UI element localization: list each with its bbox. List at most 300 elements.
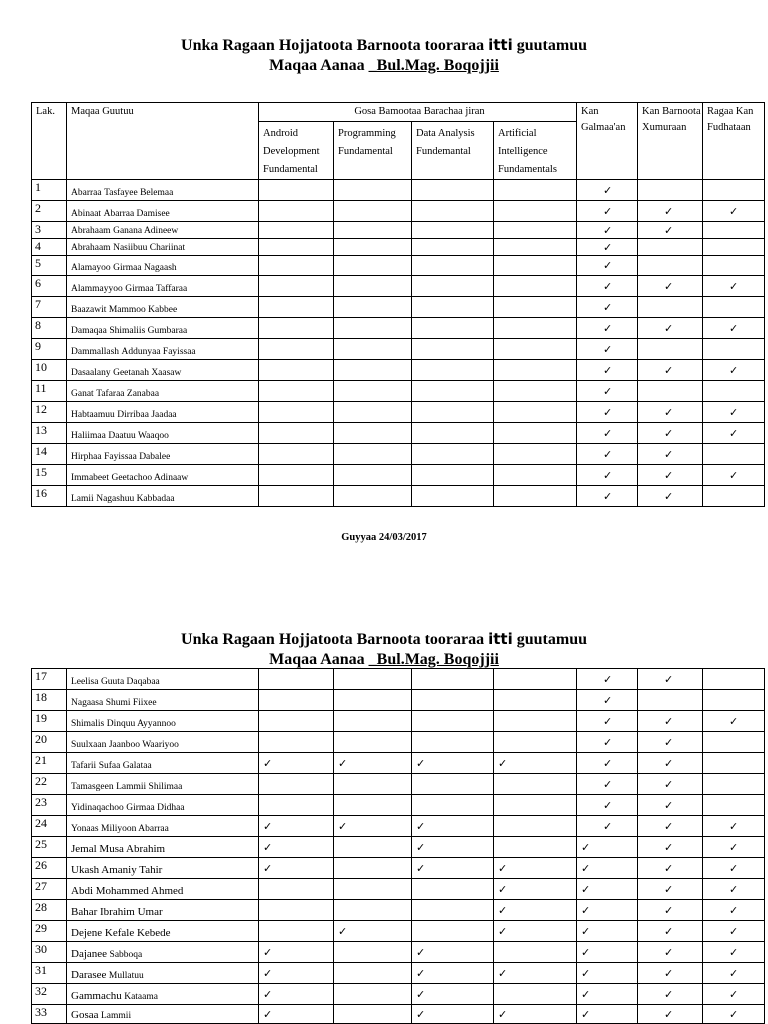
table-row <box>32 795 765 816</box>
family-name: Lammii Shilimaa <box>116 782 183 792</box>
check-cell <box>638 239 703 256</box>
full-name <box>67 276 259 297</box>
row-number: 22 <box>32 774 67 795</box>
check-mark-icon: ✓ <box>729 321 739 335</box>
check-mark-icon: ✓ <box>416 861 426 875</box>
given-name: Haliimaa <box>71 431 106 441</box>
check-mark-icon: ✓ <box>664 223 674 237</box>
date-line: Guyyaa 24/03/2017 <box>341 532 427 543</box>
full-name <box>67 381 259 402</box>
check-cell <box>334 690 412 711</box>
check-mark-icon: ✓ <box>263 861 273 875</box>
row-number: 30 <box>32 942 67 963</box>
row-number: 32 <box>32 984 67 1005</box>
full-name <box>67 690 259 711</box>
check-cell <box>494 402 577 423</box>
check-cell <box>259 858 334 879</box>
full-name <box>67 201 259 222</box>
check-mark-icon: ✓ <box>664 882 674 896</box>
check-cell <box>494 837 577 858</box>
family-name: Daatuu Waaqoo <box>108 431 169 441</box>
check-mark-icon: ✓ <box>729 204 739 218</box>
table-row <box>32 900 765 921</box>
check-cell <box>412 984 494 1005</box>
given-name: Immabeet <box>71 473 109 483</box>
given-name: Damaqaa <box>71 326 107 336</box>
table-row <box>32 222 765 239</box>
check-cell <box>334 837 412 858</box>
full-name <box>67 402 259 423</box>
check-cell <box>334 921 412 942</box>
family-name: Addunyaa Fayissaa <box>121 347 196 357</box>
check-mark-icon: ✓ <box>729 924 739 938</box>
check-mark-icon: ✓ <box>664 903 674 917</box>
check-mark-icon: ✓ <box>729 966 739 980</box>
check-mark-icon: ✓ <box>338 756 348 770</box>
full-name <box>67 339 259 360</box>
row-number: 20 <box>32 732 67 753</box>
check-cell <box>638 942 703 963</box>
full-name <box>67 984 259 1005</box>
table-row <box>32 423 765 444</box>
check-mark-icon: ✓ <box>664 840 674 854</box>
check-cell <box>494 381 577 402</box>
family-name: Tasfayee Belemaa <box>104 188 174 198</box>
check-cell <box>412 486 494 507</box>
row-number: 1 <box>32 180 67 201</box>
check-cell <box>577 465 638 486</box>
check-cell <box>494 669 577 690</box>
check-cell <box>494 239 577 256</box>
check-cell <box>259 256 334 276</box>
check-cell <box>259 963 334 984</box>
check-cell <box>577 1005 638 1024</box>
row-number: 11 <box>32 381 67 402</box>
col-header-lak: Lak. <box>32 103 67 180</box>
given-name: Shimalis <box>71 719 105 729</box>
check-cell <box>703 732 765 753</box>
check-mark-icon: ✓ <box>664 819 674 833</box>
check-cell <box>412 201 494 222</box>
family-name: Jaanboo Waariyoo <box>108 740 179 750</box>
given-name: Gosaa <box>71 1009 99 1021</box>
check-mark-icon: ✓ <box>498 756 508 770</box>
check-cell <box>259 816 334 837</box>
check-mark-icon: ✓ <box>664 672 674 686</box>
check-cell <box>259 276 334 297</box>
full-name <box>67 774 259 795</box>
given-name: Leelisa <box>71 677 99 687</box>
check-mark-icon: ✓ <box>338 819 348 833</box>
full-name <box>67 795 259 816</box>
check-mark-icon: ✓ <box>664 861 674 875</box>
check-cell <box>494 963 577 984</box>
check-cell <box>334 276 412 297</box>
row-number: 7 <box>32 297 67 318</box>
check-cell <box>638 360 703 381</box>
check-cell <box>412 360 494 381</box>
check-cell <box>412 381 494 402</box>
check-cell <box>703 381 765 402</box>
col-header-name: Maqaa Guutuu <box>67 103 259 180</box>
check-cell <box>703 465 765 486</box>
check-cell <box>703 921 765 942</box>
given-name: Jemal Musa Abrahim <box>71 843 166 855</box>
family-name: Tafaraa Zanabaa <box>96 389 160 399</box>
full-name <box>67 318 259 339</box>
check-cell <box>412 180 494 201</box>
table-row <box>32 879 765 900</box>
family-name: Abarraa Damisee <box>103 209 170 219</box>
given-name: Abrahaam <box>71 243 111 253</box>
check-cell <box>577 963 638 984</box>
check-cell <box>577 732 638 753</box>
table-row <box>32 774 765 795</box>
check-cell <box>638 256 703 276</box>
check-cell <box>703 297 765 318</box>
check-mark-icon: ✓ <box>603 798 613 812</box>
given-name: Abdi Mohammed Ahmed <box>71 885 184 897</box>
given-name: Suulxaan <box>71 740 107 750</box>
check-cell <box>577 222 638 239</box>
col-header-group: Gosa Bamootaa Barachaa jiran <box>259 103 577 122</box>
col-header-android: Android Development Fundamental <box>259 122 334 180</box>
given-name: Nagaasa <box>71 698 104 708</box>
row-number: 5 <box>32 256 67 276</box>
check-cell <box>334 879 412 900</box>
page-title-2: Unka Ragaan Hojjatoota Barnoota tooraraa itti guutamuu <box>181 630 587 648</box>
full-name <box>67 465 259 486</box>
given-name: Dejene Kefale Kebede <box>71 927 171 939</box>
check-mark-icon: ✓ <box>664 1007 674 1021</box>
family-name: Nasiibuu Chariinat <box>113 243 186 253</box>
row-number: 18 <box>32 690 67 711</box>
given-name: Tamasgeen <box>71 782 114 792</box>
table-row <box>32 753 765 774</box>
check-cell <box>412 858 494 879</box>
check-cell <box>577 297 638 318</box>
check-mark-icon: ✓ <box>603 342 613 356</box>
check-cell <box>703 837 765 858</box>
check-cell <box>412 402 494 423</box>
check-cell <box>638 816 703 837</box>
check-cell <box>638 222 703 239</box>
check-cell <box>494 711 577 732</box>
given-name: Dammallash <box>71 347 120 357</box>
given-name: Abrahaam <box>71 226 111 236</box>
table-row <box>32 201 765 222</box>
check-cell <box>638 297 703 318</box>
check-cell <box>638 711 703 732</box>
check-cell <box>412 297 494 318</box>
given-name: Hirphaa <box>71 452 102 462</box>
check-mark-icon: ✓ <box>603 363 613 377</box>
check-cell <box>703 753 765 774</box>
col-header-registered: Kan Galmaa'an <box>577 103 638 180</box>
check-cell <box>334 381 412 402</box>
check-cell <box>412 444 494 465</box>
check-cell <box>494 276 577 297</box>
check-cell <box>412 963 494 984</box>
check-mark-icon: ✓ <box>729 861 739 875</box>
given-name: Abarraa <box>71 188 102 198</box>
check-mark-icon: ✓ <box>664 798 674 812</box>
table-row <box>32 984 765 1005</box>
check-mark-icon: ✓ <box>603 204 613 218</box>
check-cell <box>494 1005 577 1024</box>
check-cell <box>703 486 765 507</box>
check-cell <box>412 423 494 444</box>
family-name: Shumi Fiixee <box>105 698 157 708</box>
check-cell <box>494 753 577 774</box>
check-mark-icon: ✓ <box>603 756 613 770</box>
row-number: 16 <box>32 486 67 507</box>
full-name <box>67 444 259 465</box>
table-row <box>32 711 765 732</box>
table-row <box>32 402 765 423</box>
check-cell <box>494 360 577 381</box>
check-mark-icon: ✓ <box>416 819 426 833</box>
check-cell <box>412 465 494 486</box>
check-mark-icon: ✓ <box>664 987 674 1001</box>
check-cell <box>577 239 638 256</box>
check-mark-icon: ✓ <box>416 945 426 959</box>
check-cell <box>494 423 577 444</box>
check-mark-icon: ✓ <box>338 924 348 938</box>
check-cell <box>638 465 703 486</box>
check-cell <box>334 360 412 381</box>
check-mark-icon: ✓ <box>729 714 739 728</box>
check-cell <box>334 858 412 879</box>
check-cell <box>259 423 334 444</box>
family-name: Sabboqa <box>109 950 143 960</box>
given-name: Alammayyoo <box>71 284 123 294</box>
check-cell <box>259 297 334 318</box>
row-number: 10 <box>32 360 67 381</box>
check-cell <box>259 318 334 339</box>
check-mark-icon: ✓ <box>603 384 613 398</box>
check-cell <box>412 732 494 753</box>
full-name <box>67 1005 259 1024</box>
check-cell <box>703 984 765 1005</box>
check-cell <box>259 1005 334 1024</box>
row-number: 8 <box>32 318 67 339</box>
check-cell <box>494 921 577 942</box>
check-cell <box>638 423 703 444</box>
full-name <box>67 753 259 774</box>
check-mark-icon: ✓ <box>581 924 591 938</box>
check-cell <box>577 402 638 423</box>
check-cell <box>259 795 334 816</box>
check-cell <box>412 690 494 711</box>
check-mark-icon: ✓ <box>664 321 674 335</box>
table-row <box>32 837 765 858</box>
check-cell <box>412 1005 494 1024</box>
check-cell <box>259 837 334 858</box>
check-cell <box>577 423 638 444</box>
family-name: Miliyoon Abarraa <box>101 824 169 834</box>
check-cell <box>577 795 638 816</box>
check-cell <box>494 816 577 837</box>
check-cell <box>334 180 412 201</box>
check-cell <box>703 816 765 837</box>
check-mark-icon: ✓ <box>498 882 508 896</box>
table-row <box>32 1005 765 1024</box>
check-mark-icon: ✓ <box>729 426 739 440</box>
row-number: 27 <box>32 879 67 900</box>
check-cell <box>577 837 638 858</box>
row-number: 25 <box>32 837 67 858</box>
check-cell <box>638 1005 703 1024</box>
check-mark-icon: ✓ <box>603 489 613 503</box>
table-row <box>32 239 765 256</box>
check-cell <box>334 1005 412 1024</box>
check-cell <box>703 963 765 984</box>
check-cell <box>412 921 494 942</box>
table-row <box>32 381 765 402</box>
check-cell <box>259 690 334 711</box>
row-number: 6 <box>32 276 67 297</box>
data-table-1 <box>31 102 765 507</box>
check-cell <box>259 360 334 381</box>
check-cell <box>577 444 638 465</box>
check-cell <box>334 402 412 423</box>
full-name <box>67 486 259 507</box>
given-name: Bahar Ibrahim Umar <box>71 906 163 918</box>
check-mark-icon: ✓ <box>603 321 613 335</box>
check-mark-icon: ✓ <box>603 672 613 686</box>
check-mark-icon: ✓ <box>263 966 273 980</box>
check-cell <box>577 690 638 711</box>
check-cell <box>494 900 577 921</box>
check-cell <box>259 732 334 753</box>
family-name: Fayissaa Dabalee <box>104 452 171 462</box>
check-cell <box>703 423 765 444</box>
row-number: 24 <box>32 816 67 837</box>
check-cell <box>703 711 765 732</box>
check-mark-icon: ✓ <box>729 840 739 854</box>
check-cell <box>703 1005 765 1024</box>
check-cell <box>259 486 334 507</box>
check-mark-icon: ✓ <box>603 223 613 237</box>
check-mark-icon: ✓ <box>581 987 591 1001</box>
check-cell <box>577 774 638 795</box>
check-cell <box>638 444 703 465</box>
check-mark-icon: ✓ <box>603 279 613 293</box>
check-mark-icon: ✓ <box>603 468 613 482</box>
table-row <box>32 180 765 201</box>
check-cell <box>638 690 703 711</box>
check-cell <box>638 402 703 423</box>
given-name: Dajanee <box>71 948 108 960</box>
check-cell <box>638 837 703 858</box>
check-mark-icon: ✓ <box>263 840 273 854</box>
check-cell <box>334 942 412 963</box>
check-cell <box>259 339 334 360</box>
data-table-2 <box>31 668 765 1024</box>
check-cell <box>412 276 494 297</box>
check-mark-icon: ✓ <box>603 714 613 728</box>
check-cell <box>577 339 638 360</box>
check-cell <box>334 711 412 732</box>
check-mark-icon: ✓ <box>603 405 613 419</box>
check-cell <box>494 318 577 339</box>
check-cell <box>412 339 494 360</box>
check-mark-icon: ✓ <box>664 777 674 791</box>
check-cell <box>412 256 494 276</box>
family-name: Nagashuu Kabbadaa <box>96 494 175 504</box>
check-mark-icon: ✓ <box>263 819 273 833</box>
check-cell <box>703 339 765 360</box>
col-header-certified: Ragaa Kan Fudhataan <box>703 103 765 180</box>
row-number: 33 <box>32 1005 67 1024</box>
table-row <box>32 297 765 318</box>
table-row <box>32 669 765 690</box>
col-header-ai: Artificial Intelligence Fundamentals <box>494 122 577 180</box>
check-cell <box>334 963 412 984</box>
check-mark-icon: ✓ <box>416 840 426 854</box>
row-number: 26 <box>32 858 67 879</box>
check-cell <box>638 858 703 879</box>
check-cell <box>703 402 765 423</box>
check-cell <box>494 339 577 360</box>
check-mark-icon: ✓ <box>603 426 613 440</box>
check-cell <box>577 180 638 201</box>
col-header-completed: Kan Barnoota Xumuraan <box>638 103 703 180</box>
check-mark-icon: ✓ <box>729 987 739 1001</box>
check-cell <box>259 201 334 222</box>
full-name <box>67 858 259 879</box>
row-number: 21 <box>32 753 67 774</box>
check-mark-icon: ✓ <box>581 945 591 959</box>
table-row <box>32 486 765 507</box>
given-name: Ganat <box>71 389 94 399</box>
table-row <box>32 942 765 963</box>
check-mark-icon: ✓ <box>416 756 426 770</box>
col-header-programming: Programming Fundamental <box>334 122 412 180</box>
check-cell <box>334 339 412 360</box>
check-mark-icon: ✓ <box>729 405 739 419</box>
family-name: Ganana Adineew <box>113 226 179 236</box>
check-cell <box>703 201 765 222</box>
check-mark-icon: ✓ <box>664 735 674 749</box>
check-cell <box>259 669 334 690</box>
full-name <box>67 900 259 921</box>
full-name <box>67 942 259 963</box>
check-cell <box>703 858 765 879</box>
row-number: 17 <box>32 669 67 690</box>
check-cell <box>703 276 765 297</box>
check-cell <box>638 732 703 753</box>
check-cell <box>638 318 703 339</box>
check-cell <box>259 984 334 1005</box>
check-cell <box>334 732 412 753</box>
check-cell <box>638 879 703 900</box>
check-cell <box>577 921 638 942</box>
check-cell <box>259 381 334 402</box>
check-cell <box>494 222 577 239</box>
check-mark-icon: ✓ <box>498 861 508 875</box>
check-cell <box>412 711 494 732</box>
check-mark-icon: ✓ <box>664 204 674 218</box>
full-name <box>67 297 259 318</box>
family-name: Shimaliis Gumbaraa <box>109 326 188 336</box>
check-cell <box>703 239 765 256</box>
check-cell <box>334 222 412 239</box>
check-cell <box>494 942 577 963</box>
check-cell <box>412 837 494 858</box>
check-mark-icon: ✓ <box>729 468 739 482</box>
